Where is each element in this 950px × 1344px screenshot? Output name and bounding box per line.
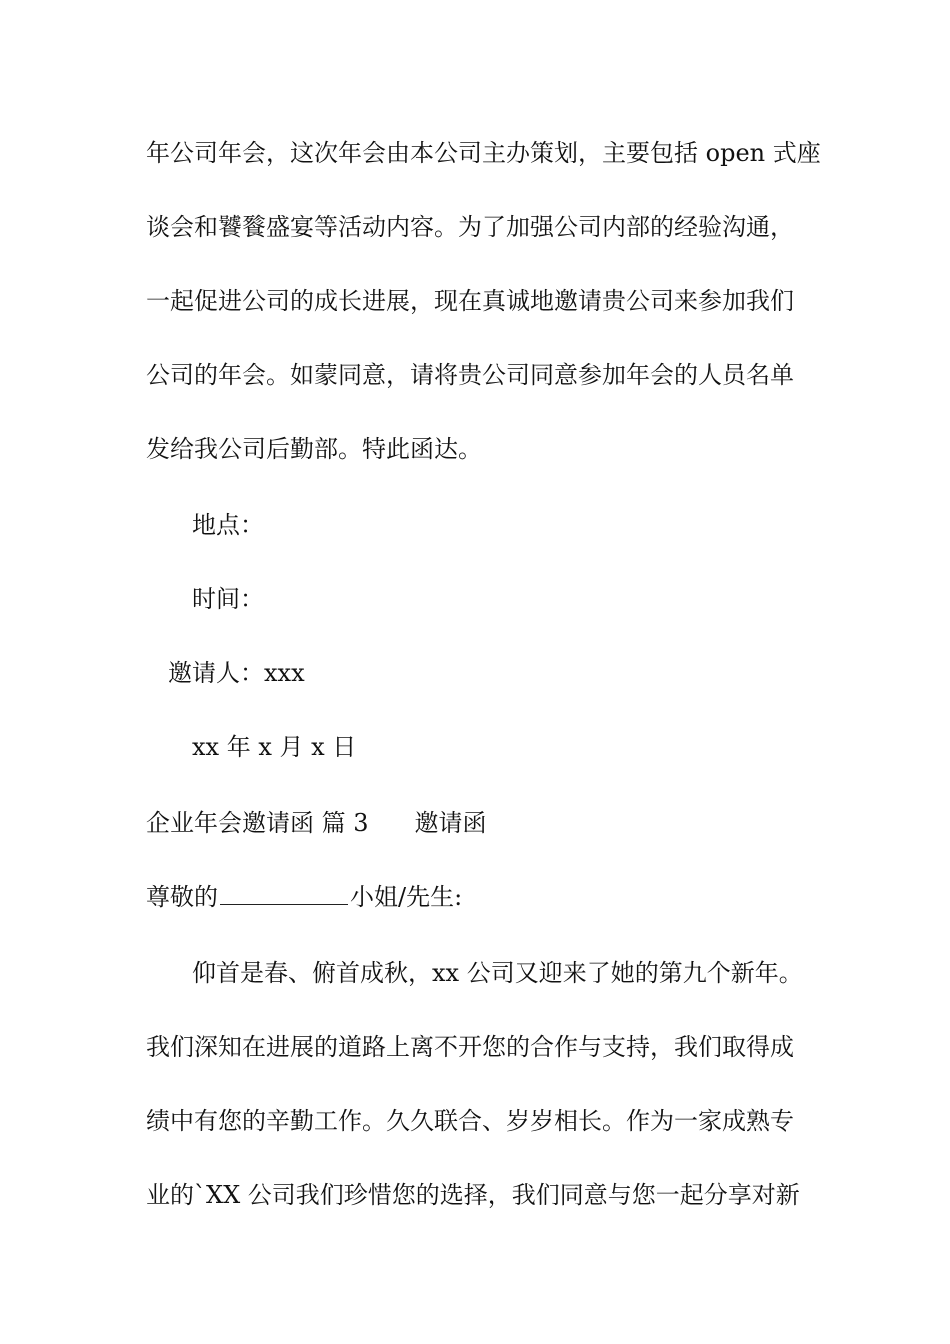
paragraph-line-2: 谈会和饕餮盛宴等活动内容。为了加强公司内部的经验沟通， [146, 213, 794, 241]
paragraph2-line-1: 仰首是春、俯首成秋，xx 公司又迎来了她的第九个新年。 [192, 959, 803, 987]
paragraph2-line-2: 我们深知在进展的道路上离不开您的合作与支持，我们取得成 [146, 1033, 794, 1061]
inviter-line: 邀请人：xxx [168, 659, 305, 687]
section-subtitle: 邀请函 [414, 809, 487, 837]
section-title: 企业年会邀请函 篇 3 [146, 809, 369, 837]
paragraph-line-1: 年公司年会，这次年会由本公司主办策划，主要包括 open 式座 [146, 139, 821, 167]
paragraph-line-5: 发给我公司后勤部。特此函达。 [146, 435, 482, 463]
location-label: 地点： [192, 511, 264, 539]
name-blank-underline [220, 884, 348, 905]
section-heading [146, 808, 487, 838]
paragraph2-line-3: 绩中有您的辛勤工作。久久联合、岁岁相长。作为一家成熟专 [146, 1107, 794, 1135]
salutation-prefix: 尊敬的 [146, 883, 218, 911]
date-line: xx 年 x 月 x 日 [192, 733, 357, 761]
salutation-suffix: 小姐/先生: [350, 883, 463, 911]
paragraph-line-4: 公司的年会。如蒙同意，请将贵公司同意参加年会的人员名单 [146, 361, 794, 389]
paragraph2-line-4: 业的`XX 公司我们珍惜您的选择，我们同意与您一起分享对新 [146, 1181, 800, 1209]
salutation-line [146, 882, 462, 912]
time-label: 时间： [192, 585, 264, 613]
paragraph-line-3: 一起促进公司的成长进展，现在真诚地邀请贵公司来参加我们 [146, 287, 794, 315]
